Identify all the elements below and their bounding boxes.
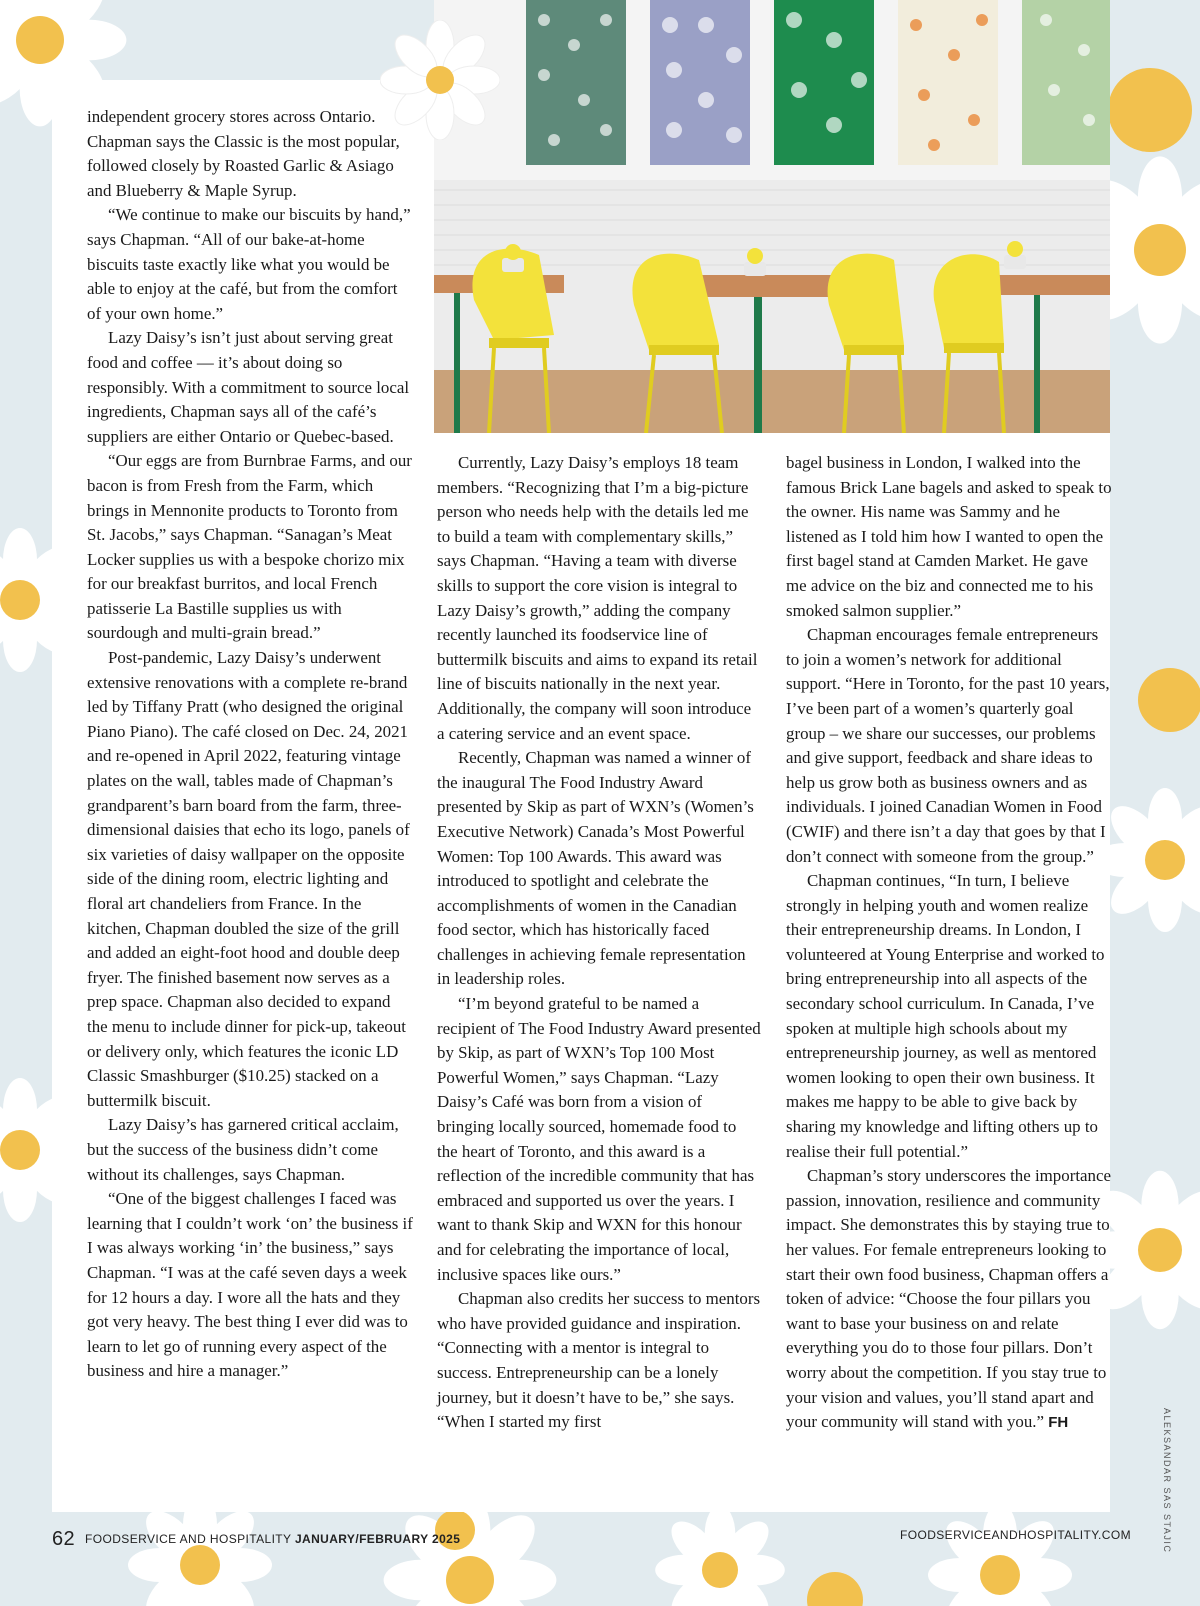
paragraph: “Our eggs are from Burnbrae Farms, and our bacon is from Fresh from the Farm, which brings in Mennonite products to Toronto from St. Jacobs,” says Chapman. “Sanagan’s Meat Locker supplies us with a bespoke chorizo mix for our breakfast burritos, and local French patisserie La Bastille supplies us with sourdough and multi-grain bread.” bbox=[87, 451, 412, 643]
footer-website: FOODSERVICEANDHOSPITALITY.COM bbox=[900, 1528, 1131, 1542]
paragraph: Lazy Daisy’s isn’t just about serving great food and coffee — it’s about doing so responsibly. With a commitment to source local ingredients, Chapman says all of the café’s suppliers are either Ontario or Quebec-based. bbox=[87, 328, 410, 446]
paragraph: independent grocery stores across Ontario. Chapman says the Classic is the most popular, followed closely by Roasted Garlic & Asiago and Blueberry & Maple Syrup. bbox=[87, 107, 400, 200]
signoff-mark: FH bbox=[1048, 1414, 1069, 1432]
paragraph: bagel business in London, I walked into the famous Brick Lane bagels and asked to speak to the owner. His name was Sammy and he listened as I told him how I wanted to open the first bagel stand at Camden Market. He gave me advice on the biz and connected me to his smoked salmon supplier.” bbox=[786, 453, 1112, 620]
cafe-interior-photo bbox=[434, 0, 1110, 433]
article-column-1 bbox=[87, 105, 413, 1384]
paragraph: Chapman encourages female entrepreneurs to join a women’s network for additional support. “Here in Toronto, for the past 10 years, I’ve been part of a women’s quarterly goal group – we share our successes, our problems and give support, feedback and share ideas to help us grow both as business owners and as individuals. I joined Canadian Women in Food (CWIF) and there isn’t a day that goes by that I don’t connect with someone from the group.” bbox=[786, 625, 1110, 866]
paragraph: “We continue to make our biscuits by hand,” says Chapman. “All of our bake-at-home biscuits taste exactly like what you would be able to enjoy at the café, but from the comfort of your own home.” bbox=[87, 205, 411, 323]
paragraph: Recently, Chapman was named a winner of the inaugural The Food Industry Award presented by Skip as part of WXN’s (Women’s Executive Network) Canada’s Most Powerful Women: Top 100 Awards. This award was introduced to spotlight and celebrate the accomplishments of women in the Canadian food sector, which has historically faced challenges in achieving female representation in leadership roles. bbox=[437, 748, 754, 989]
article-column-3 bbox=[786, 451, 1112, 1436]
wallpaper-panel-5 bbox=[1022, 0, 1110, 165]
issue-date: JANUARY/FEBRUARY 2025 bbox=[294, 1532, 461, 1546]
paragraph: Lazy Daisy’s has garnered critical acclaim, but the success of the business didn’t come without its challenges, says Chapman. bbox=[87, 1115, 399, 1184]
page-number: 62 bbox=[52, 1528, 76, 1550]
paragraph-text: Chapman’s story underscores the importance passion, innovation, resilience and community impact. She demonstrates this by staying true to her values. For female entrepreneurs looking to start their own food business, Chapman offers a token of advice: “Choose the four pillars you want to base your business on and relate everything you do to those four pillars. Don’t worry about the competition. If you stay true to your vision and values, you’ll stand apart and your community will stand with you.” bbox=[786, 1166, 1111, 1432]
photo-credit: ALEKSANDAR SAS STAJIC bbox=[1162, 1408, 1172, 1554]
paragraph: “One of the biggest challenges I faced was learning that I couldn’t work ‘on’ the business if I was always working ‘in’ the business,” says Chapman. “I was at the café seven days a week for 12 hours a day. I wore all the hats and they got very heavy. The best thing I ever did was to learn to let go of running every aspect of the business and hire a manager.” bbox=[87, 1189, 413, 1381]
magazine-name: FOODSERVICE AND HOSPITALITY bbox=[85, 1532, 292, 1546]
paragraph bbox=[786, 1164, 1112, 1436]
paragraph: Chapman continues, “In turn, I believe strongly in helping youth and women realize their entrepreneurship dreams. In London, I volunteered at Young Enterprise and worked to bring entrepreneurship into all aspects of the secondary school curriculum. In Canada, I’ve spoken at multiple high schools about my entrepreneurship journey, as well as mentored women looking to open their own business. It makes me happy to be able to give back by sharing my knowledge and lifting others up to realise their full potential.” bbox=[786, 871, 1105, 1161]
paragraph: Chapman also credits her success to mentors who have provided guidance and inspiration. “Connecting with a mentor is integral to success. Entrepreneurship can be a lonely journey, but it doesn’t have to be,” she says. “When I started my first bbox=[437, 1289, 761, 1432]
paragraph: Currently, Lazy Daisy’s employs 18 team members. “Recognizing that I’m a big-picture person who needs help with the details led me to build a team with complementary skills,” says Chapman. “Having a team with diverse skills to support the core vision is integral to Lazy Daisy’s growth,” adding the company recently launched its foodservice line of buttermilk biscuits and aims to expand its retail line of biscuits nationally in the next year. Additionally, the company will soon introduce a catering service and an event space. bbox=[437, 453, 758, 743]
article-column-2 bbox=[437, 451, 761, 1435]
footer-left bbox=[52, 1528, 460, 1551]
paragraph: Post-pandemic, Lazy Daisy’s underwent extensive renovations with a complete re-brand led by Tiffany Pratt (who designed the original Piano Piano). The café closed on Dec. 24, 2021 and re-opened in April 2022, featuring vintage plates on the wall, tables made of Chapman’s grandparent’s barn board from the farm, three-dimensional daisies that echo its logo, panels of six varieties of daisy wallpaper on the opposite side of the dining room, electric lighting and floral art chandeliers from France. In the kitchen, Chapman doubled the size of the grill and added an eight-foot hood and double deep fryer. The finished basement now serves as a prep space. Chapman also decided to expand the menu to include dinner for pick-up, takeout or delivery only, which features the iconic LD Classic Smashburger ($10.25) stacked on a buttermilk biscuit. bbox=[87, 648, 410, 1110]
paragraph: “I’m beyond grateful to be named a recipient of The Food Industry Award presented by Skip, as part of WXN’s Top 100 Most Powerful Women,” says Chapman. “Lazy Daisy’s Café was born from a vision of bringing locally sourced, homemade food to the heart of Toronto, and this award is a reflection of the incredible community that has embraced and supported us over the years. I want to thank Skip and WXN for this honour and for celebrating the importance of local, inclusive spaces like ours.” bbox=[437, 994, 761, 1284]
